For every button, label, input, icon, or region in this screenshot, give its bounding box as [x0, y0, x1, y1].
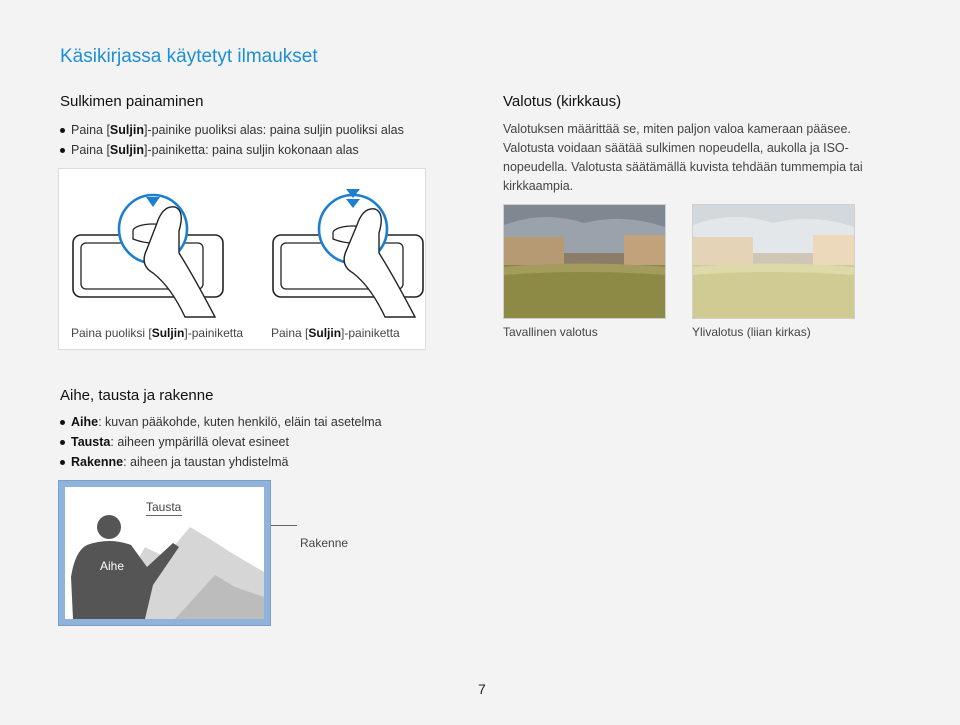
composition-label: Rakenne [300, 536, 349, 550]
background-label: Tausta [146, 500, 182, 514]
half-press-caption: Paina puoliksi [Suljin]-painiketta [71, 326, 244, 340]
normal-exposure-photo [503, 204, 666, 319]
shutter-section-title: Sulkimen painaminen [60, 93, 204, 110]
subject-label: Aihe [100, 559, 125, 573]
full-press-caption: Paina [Suljin]-painiketta [271, 326, 400, 340]
exposure-description: Valotuksen määrittää se, miten paljon valoa kameraan pääsee. Valotusta voidaan säätää sulkimen nopeudella, aukolla ja ISO-nopeudella. Valotusta säätämällä kuvista tehdään tummempia tai kirkkaampia. [503, 122, 863, 193]
background-label-line [146, 515, 182, 516]
page-title: Käsikirjassa käytetyt ilmaukset [60, 46, 318, 67]
composition-bullet: Rakenne: aiheen ja taustan yhdistelmä [60, 452, 382, 472]
composition-section-title: Aihe, tausta ja rakenne [60, 387, 214, 404]
composition-bullet-list [60, 412, 382, 472]
exposure-section-title: Valotus (kirkkaus) [503, 93, 622, 110]
shutter-illustration-panel [58, 168, 426, 350]
shutter-bullet-list [60, 120, 404, 160]
background-bullet: Tausta: aiheen ympärillä olevat esineet [60, 432, 382, 452]
subject-bullet: Aihe: kuvan pääkohde, kuten henkilö, eläin tai asetelma [60, 412, 382, 432]
overexposed-photo [692, 204, 855, 319]
composition-label-line [271, 525, 297, 526]
page-number: 7 [478, 681, 486, 697]
half-press-illustration [67, 183, 237, 318]
normal-exposure-caption: Tavallinen valotus [503, 325, 598, 339]
shutter-bullet-half: Paina [Suljin]-painike puoliksi alas: paina suljin puoliksi alas [60, 120, 404, 140]
shutter-bullet-full: Paina [Suljin]-painiketta: paina suljin kokonaan alas [60, 140, 404, 160]
full-press-illustration [267, 183, 437, 318]
overexposure-caption: Ylivalotus (liian kirkas) [692, 325, 811, 339]
